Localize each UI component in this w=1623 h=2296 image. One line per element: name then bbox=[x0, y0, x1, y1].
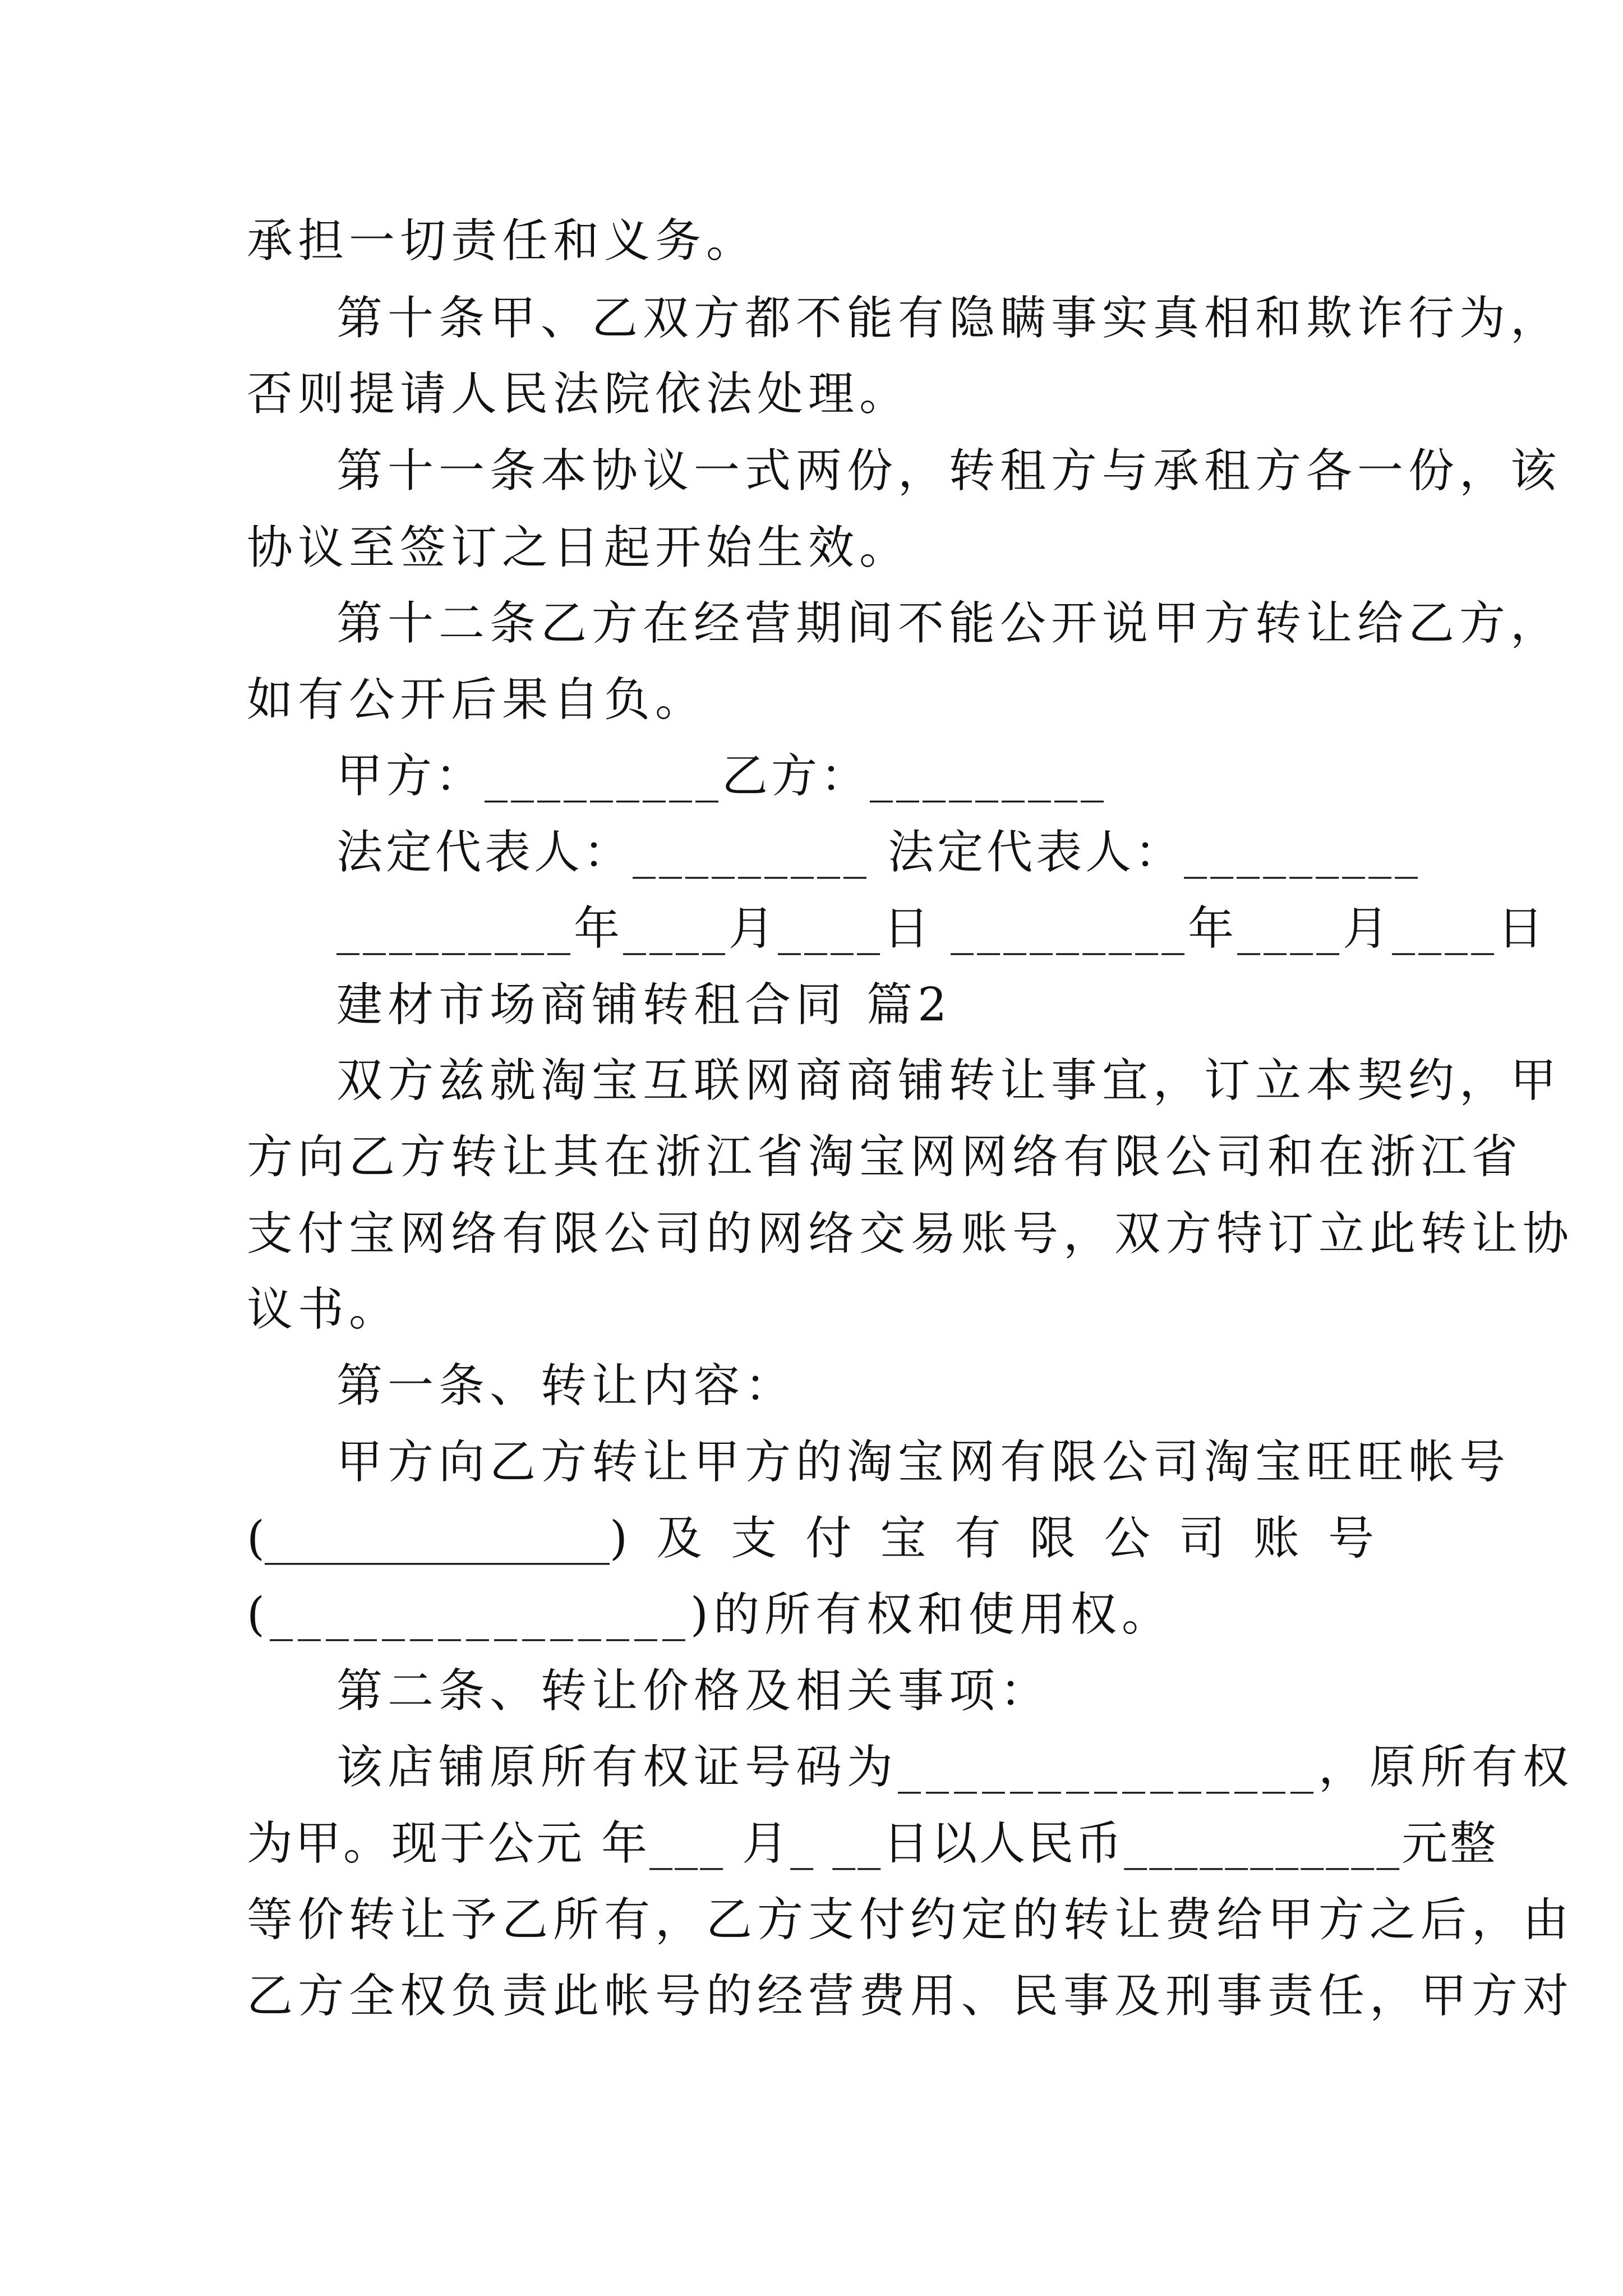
article-heading: 第一条、转让内容： bbox=[336, 1359, 796, 1412]
body-line: 承担一切责任和义务。 bbox=[247, 214, 758, 268]
body-line: 甲方向乙方转让甲方的淘宝网有限公司淘宝旺旺帐号 bbox=[336, 1435, 1511, 1489]
section-heading: 建材市场商铺转租合同 篇2 bbox=[336, 978, 952, 1032]
body-line: 否则提请人民法院依法处理。 bbox=[247, 367, 911, 421]
body-line: 乙方全权负责此帐号的经营费用、民事及刑事责任，甲方对 bbox=[247, 1970, 1574, 2023]
body-line: 如有公开后果自负。 bbox=[247, 673, 707, 726]
article-heading: 第二条、转让价格及相关事项： bbox=[336, 1664, 1052, 1718]
body-line: 方向乙方转让其在浙江省淘宝网网络有限公司和在浙江省 bbox=[247, 1130, 1523, 1184]
body-line: 双方兹就淘宝互联网商商铺转让事宜，订立本契约，甲 bbox=[336, 1054, 1562, 1107]
body-line: 议书。 bbox=[247, 1283, 400, 1336]
body-line: 第十二条乙方在经营期间不能公开说甲方转让给乙方， bbox=[336, 597, 1562, 650]
body-line: 协议至签订之日起开始生效。 bbox=[247, 521, 911, 574]
body-line-justified: (_______________)及支付宝有限公司账号 bbox=[247, 1512, 1374, 1565]
signature-line-parties: 甲方：_________乙方：_________ bbox=[336, 749, 1108, 803]
signature-line-dates: _________年____月____日 _________年____月____日 bbox=[336, 902, 1547, 955]
body-line: 为甲。现于公元 年___ 月_ __日以人民币___________元整 bbox=[247, 1817, 1498, 1870]
body-line: 支付宝网络有限公司的网络交易账号，双方特订立此转让协 bbox=[247, 1207, 1574, 1260]
body-line: 该店铺原所有权证号码为_______________，原所有权 bbox=[336, 1741, 1574, 1794]
body-line: 等价转让予乙所有，乙方支付约定的转让费给甲方之后，由 bbox=[247, 1893, 1574, 1947]
body-line: 第十条甲、乙双方都不能有隐瞒事实真相和欺诈行为， bbox=[336, 292, 1562, 345]
signature-line-representatives: 法定代表人：_________ 法定代表人：_________ bbox=[336, 826, 1422, 879]
body-line: 第十一条本协议一式两份，转租方与承租方各一份，该 bbox=[336, 444, 1562, 498]
body-line: (_______________)的所有权和使用权。 bbox=[247, 1588, 1173, 1641]
